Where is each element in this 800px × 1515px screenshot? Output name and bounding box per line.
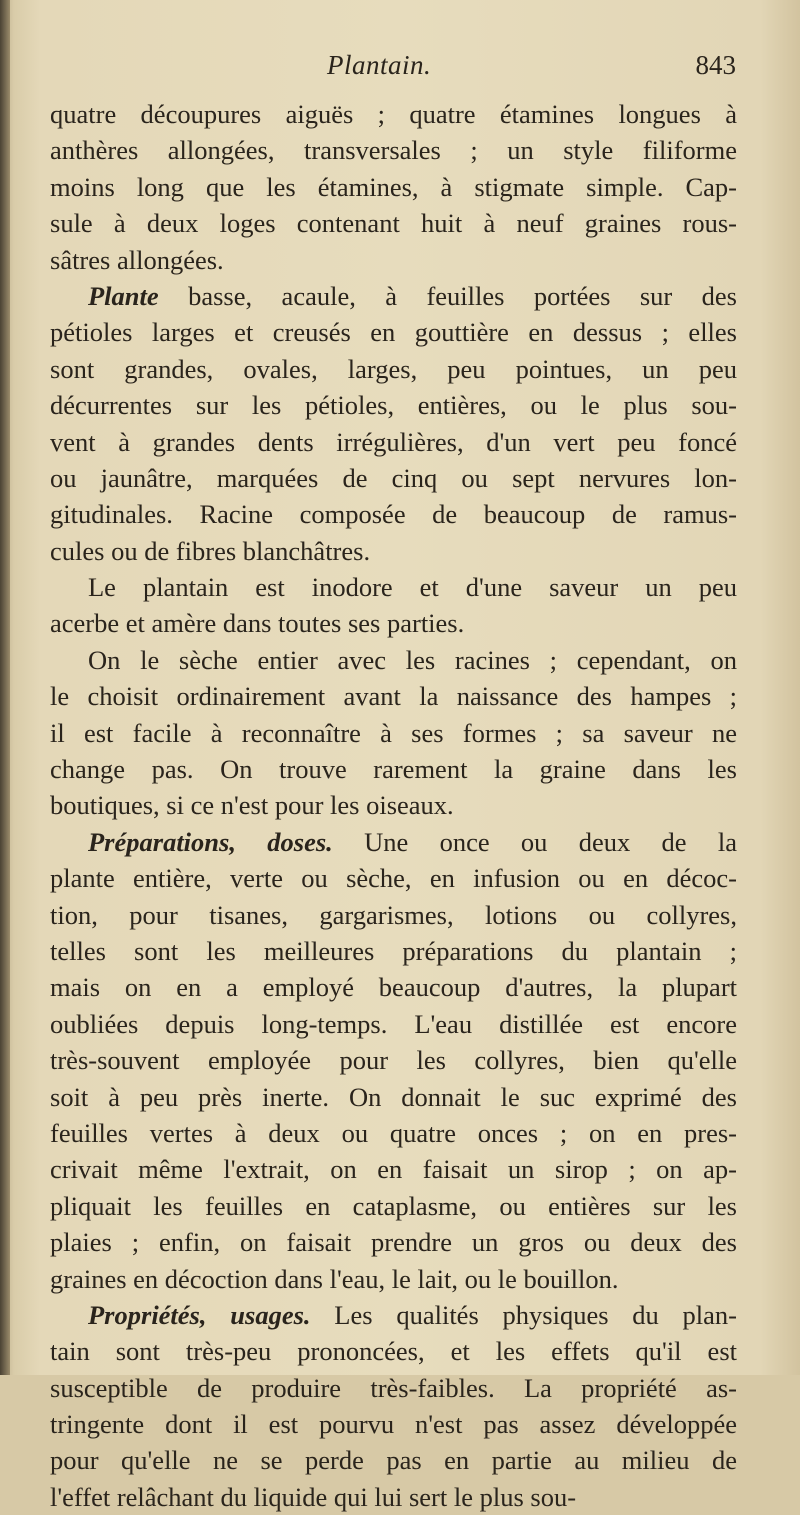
paragraph bbox=[50, 96, 737, 278]
line-text: sule à deux loges contenant huit à neuf graines rous- bbox=[50, 208, 737, 239]
paragraph bbox=[50, 824, 737, 1297]
line-text: oubliées depuis long-temps. L'eau distillée est encore bbox=[50, 1008, 737, 1039]
text-line bbox=[50, 533, 737, 569]
text-line bbox=[50, 642, 737, 678]
line-text: ou jaunâtre, marquées de cinq ou sept nervures lon- bbox=[50, 462, 737, 493]
line-text: graines en décoction dans l'eau, le lait, ou le bouillon. bbox=[50, 1263, 619, 1294]
line-text: pétioles larges et creusés en gouttière en dessus ; elles bbox=[50, 317, 737, 348]
text-line bbox=[50, 678, 737, 714]
text-line bbox=[50, 969, 737, 1005]
line-text: cules ou de fibres blanchâtres. bbox=[50, 535, 371, 566]
paragraph bbox=[50, 278, 737, 569]
text-line bbox=[50, 1224, 737, 1260]
text-line bbox=[50, 1042, 737, 1078]
line-text: vent à grandes dents irrégulières, d'un vert peu foncé bbox=[50, 426, 737, 457]
line-text: tion, pour tisanes, gargarismes, lotions ou collyres, bbox=[50, 899, 737, 930]
text-line bbox=[50, 496, 737, 532]
line-text: plante entière, verte ou sèche, en infusion ou en décoc- bbox=[50, 863, 737, 894]
text-line bbox=[50, 787, 737, 823]
text-line bbox=[50, 824, 737, 860]
line-text: sont grandes, ovales, larges, peu pointues, un peu bbox=[50, 353, 737, 384]
line-text: le choisit ordinairement avant la naissance des hampes ; bbox=[50, 681, 737, 712]
line-text: moins long que les étamines, à stigmate simple. Cap- bbox=[50, 171, 737, 202]
text-line bbox=[50, 351, 737, 387]
line-text: Le plantain est inodore et d'une saveur un peu bbox=[88, 572, 737, 603]
text-line bbox=[50, 424, 737, 460]
line-text: l'effet relâchant du liquide qui lui sert le plus sou- bbox=[50, 1481, 577, 1512]
text-line bbox=[50, 1188, 737, 1224]
paragraph bbox=[50, 569, 737, 642]
paragraph-lead: Propriétés, usages. bbox=[88, 1299, 311, 1330]
text-line bbox=[50, 1079, 737, 1115]
text-line bbox=[50, 1479, 737, 1515]
line-text: On le sèche entier avec les racines ; cependant, on bbox=[88, 644, 737, 675]
text-line bbox=[50, 460, 737, 496]
text-line bbox=[50, 387, 737, 423]
text-line bbox=[50, 314, 737, 350]
text-line bbox=[50, 169, 737, 205]
line-text: telles sont les meilleures préparations du plantain ; bbox=[50, 935, 737, 966]
text-line bbox=[50, 605, 737, 641]
line-text: quatre découpures aiguës ; quatre étamines longues à bbox=[50, 99, 737, 129]
text-line bbox=[50, 1151, 737, 1187]
paragraph-lead: Plante bbox=[88, 280, 159, 311]
line-text: il est facile à reconnaître à ses formes ; sa saveur ne bbox=[50, 717, 737, 748]
text-line bbox=[50, 569, 737, 605]
line-text: Les qualités physiques du plan- bbox=[310, 1299, 738, 1330]
line-text: change pas. On trouve rarement la graine dans les bbox=[50, 754, 737, 785]
body-text bbox=[50, 96, 737, 1515]
text-line bbox=[50, 1115, 737, 1151]
paragraph bbox=[50, 642, 737, 824]
text-line bbox=[50, 1406, 737, 1442]
text-line bbox=[50, 933, 737, 969]
line-text: acerbe et amère dans toutes ses parties. bbox=[50, 608, 465, 639]
text-line bbox=[50, 205, 737, 241]
line-text: pour qu'elle ne se perde pas en partie au milieu de bbox=[50, 1445, 737, 1476]
line-text: gitudinales. Racine composée de beaucoup de ramus- bbox=[50, 499, 737, 530]
text-line bbox=[50, 715, 737, 751]
text-line bbox=[50, 1006, 737, 1042]
paragraph-lead: Préparations, doses. bbox=[88, 826, 333, 857]
running-title: Plantain. bbox=[327, 50, 432, 80]
line-text: très-souvent employée pour les collyres, bien qu'elle bbox=[50, 1045, 737, 1076]
text-line bbox=[50, 897, 737, 933]
text-line bbox=[50, 132, 737, 168]
line-text: feuilles vertes à deux ou quatre onces ; on en pres- bbox=[50, 1117, 737, 1148]
paragraph bbox=[50, 1297, 737, 1515]
page-number: 843 bbox=[695, 50, 736, 80]
page-gutter-shadow bbox=[0, 0, 10, 1375]
text-line bbox=[50, 1261, 737, 1297]
line-text: sâtres allongées. bbox=[50, 244, 224, 275]
text-line bbox=[50, 1370, 737, 1406]
line-text: crivait même l'extrait, on en faisait un sirop ; on ap- bbox=[50, 1154, 737, 1185]
line-text: mais on en a employé beaucoup d'autres, la plupart bbox=[50, 972, 737, 1003]
line-text: tringente dont il est pourvu n'est pas assez développée bbox=[50, 1409, 737, 1440]
text-line bbox=[50, 860, 737, 896]
line-text: pliquait les feuilles en cataplasme, ou entières sur les bbox=[50, 1190, 737, 1221]
line-text: soit à peu près inerte. On donnait le suc exprimé des bbox=[50, 1081, 737, 1112]
line-text: Une once ou deux de la bbox=[332, 826, 737, 857]
line-text: décurrentes sur les pétioles, entières, ou le plus sou- bbox=[50, 390, 737, 421]
text-line bbox=[50, 1333, 737, 1369]
text-line bbox=[50, 96, 737, 132]
text-line bbox=[50, 1442, 737, 1478]
text-line bbox=[50, 278, 737, 314]
text-line bbox=[50, 1297, 737, 1333]
line-text: tain sont très-peu prononcées, et les effets qu'il est bbox=[50, 1336, 737, 1367]
line-text: susceptible de produire très-faibles. La propriété as- bbox=[50, 1372, 737, 1403]
line-text: basse, acaule, à feuilles portées sur des bbox=[158, 280, 737, 311]
line-text: anthères allongées, transversales ; un style filiforme bbox=[50, 135, 737, 166]
line-text: boutiques, si ce n'est pour les oiseaux. bbox=[50, 790, 454, 821]
running-header bbox=[52, 50, 742, 90]
line-text: plaies ; enfin, on faisait prendre un gros ou deux des bbox=[50, 1227, 737, 1258]
text-line bbox=[50, 751, 737, 787]
text-line bbox=[50, 242, 737, 278]
